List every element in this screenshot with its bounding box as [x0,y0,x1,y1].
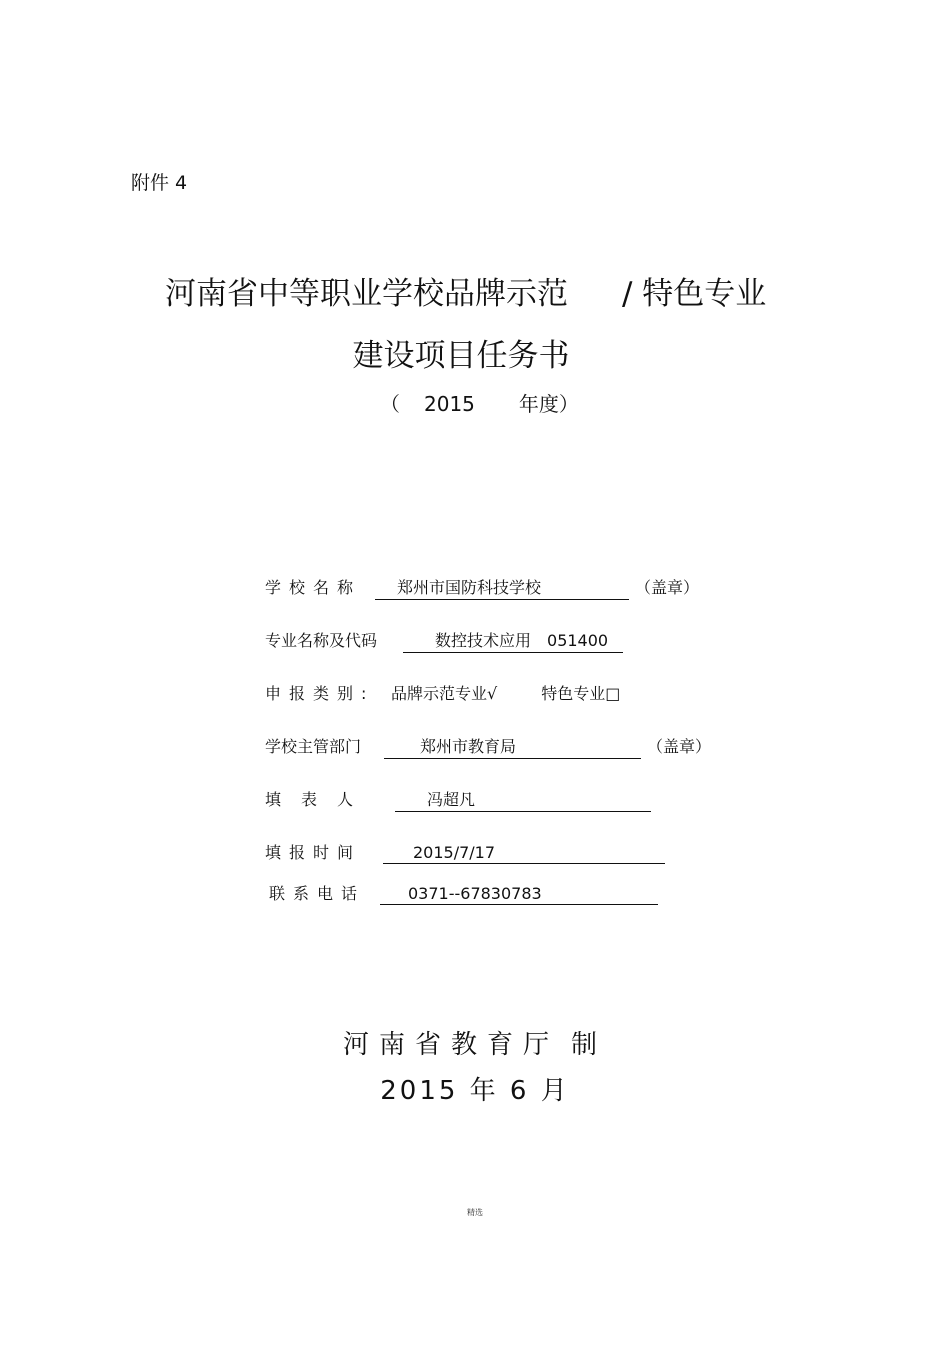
footer-mark: 精选 [467,1208,483,1217]
filler-label: 填表人 [265,790,374,809]
document-title-line1 [165,268,766,313]
title-part2: / 特色专业 [622,276,767,312]
major-field[interactable] [403,628,623,653]
phone-field[interactable]: 0371--67830783 [380,884,658,905]
school-name-field[interactable]: 郑州市国防科技学校 [375,575,629,600]
major-label: 专业名称及代码 [265,631,378,650]
school-name-row [265,575,699,600]
phone-row [269,881,658,905]
fill-date-field[interactable]: 2015/7/17 [383,843,665,864]
school-seal-note: （盖章） [635,578,700,597]
filler-field[interactable]: 冯超凡 [395,787,651,812]
document-year [380,388,579,417]
year-value: 2015 [424,392,475,416]
fill-date-label: 填报时间 [265,843,362,862]
school-name-label: 学校名称 [265,578,362,597]
category-row [265,681,620,704]
category-label: 申报类别: [265,684,375,703]
major-code: 051400 [547,631,609,650]
phone-label: 联系电话 [269,884,366,903]
document-title-line2: 建设项目任务书 [352,338,570,374]
authority-seal-note: （盖章） [647,737,712,756]
major-name: 数控技术应用 [435,631,532,650]
year-open: （ [380,392,400,416]
issuer-action: 制 [571,1030,608,1060]
category-option-brand[interactable]: 品牌示范专业√ [391,684,498,703]
title-part1: 河南省中等职业学校品牌示范 [165,276,568,312]
authority-label: 学校主管部门 [265,737,362,756]
issuer-line [0,1024,950,1061]
authority-row [265,734,711,759]
issuer-dept: 河南省教育厅 [342,1030,559,1060]
category-option-feature[interactable]: 特色专业□ [541,684,621,703]
issue-date: 2015 年 6 月 [380,1076,570,1106]
authority-field[interactable]: 郑州市教育局 [384,734,641,759]
year-close: 年度） [518,392,579,416]
fill-date-row [265,840,665,864]
attachment-label: 附件 4 [131,172,188,194]
major-row [265,628,623,653]
filler-row [265,787,651,812]
